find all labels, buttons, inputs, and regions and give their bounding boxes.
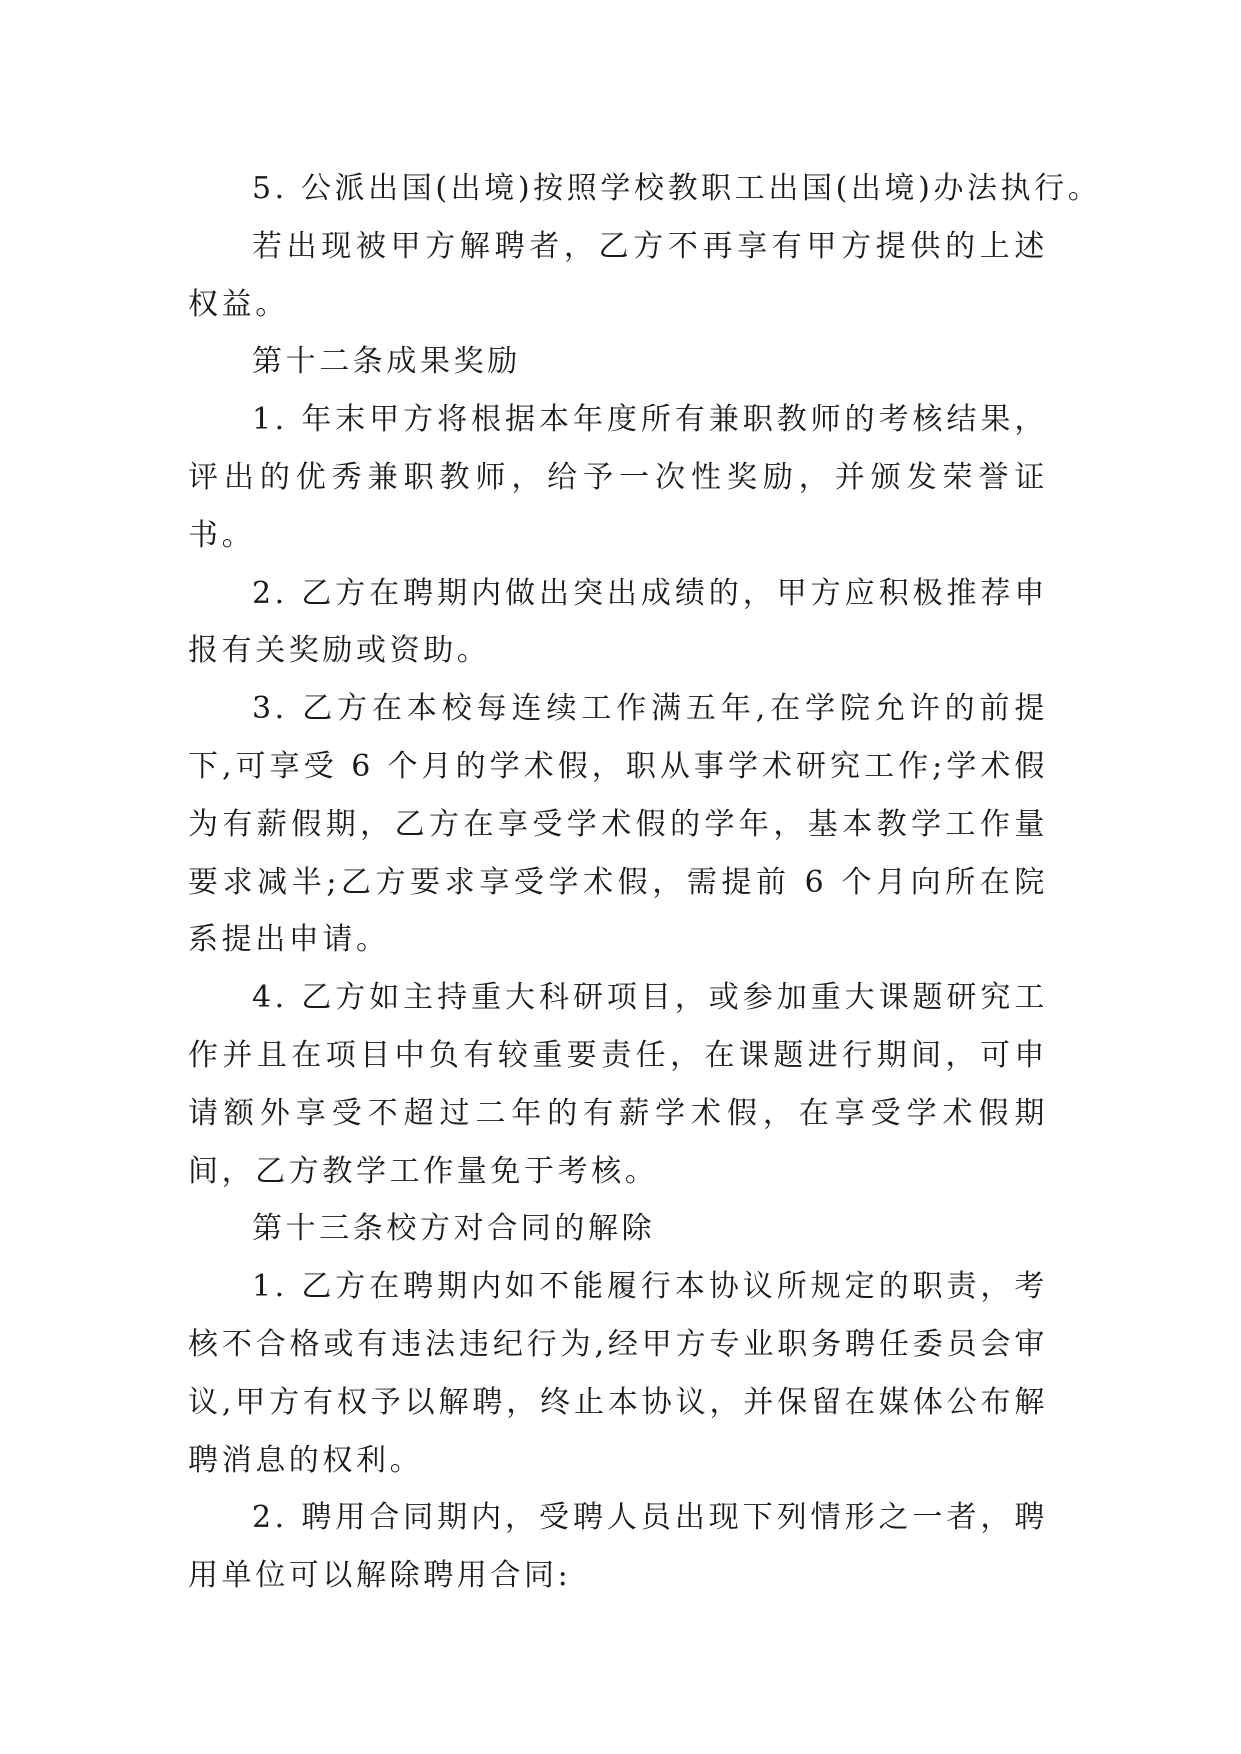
article-12-item-4: 4. 乙方如主持重大科研项目，或参加重大课题研究工作并且在项目中负有较重要责任，在课题进行期间，可申请额外享受不超过二年的有薪学术假，在享受学术假期间，乙方教学工作量免于考核。: [188, 980, 1048, 1189]
article-12-item-1: 1. 年末甲方将根据本年度所有兼职教师的考核结果，评出的优秀兼职教师，给予一次性奖励，并颁发荣誉证书。: [188, 402, 1048, 553]
paragraph-overseas-travel: 5. 公派出国(出境)按照学校教职工出国(出境)办法执行。: [252, 171, 1102, 206]
article-13-heading: 第十三条校方对合同的解除: [252, 1211, 656, 1247]
article-13-item-2: 2. 聘用合同期内，受聘人员出现下列情形之一者，聘用单位可以解除聘用合同:: [188, 1500, 1048, 1594]
article-13-item-1: 1. 乙方在聘期内如不能履行本协议所规定的职责，考核不合格或有违法违纪行为,经甲方专业职务聘任委员会审议,甲方有权予以解聘，终止本协议，并保留在媒体公布解聘消息的权利。: [188, 1269, 1048, 1478]
article-12-item-2: 2. 乙方在聘期内做出突出成绩的，甲方应积极推荐申报有关奖励或资助。: [188, 575, 1048, 669]
paragraph-dismissal-rights: 若出现被甲方解聘者，乙方不再享有甲方提供的上述权益。: [188, 228, 1048, 322]
article-12-item-3: 3. 乙方在本校每连续工作满五年,在学院允许的前提下,可享受 6 个月的学术假，职从事学术研究工作;学术假为有薪假期，乙方在享受学术假的学年，基本教学工作量要求减半;乙方要求享受学术假，需提前 6 个月向所在院系提出申请。: [188, 691, 1048, 958]
article-12-heading: 第十二条成果奖励: [252, 344, 521, 380]
document-body: [188, 160, 1102, 1605]
